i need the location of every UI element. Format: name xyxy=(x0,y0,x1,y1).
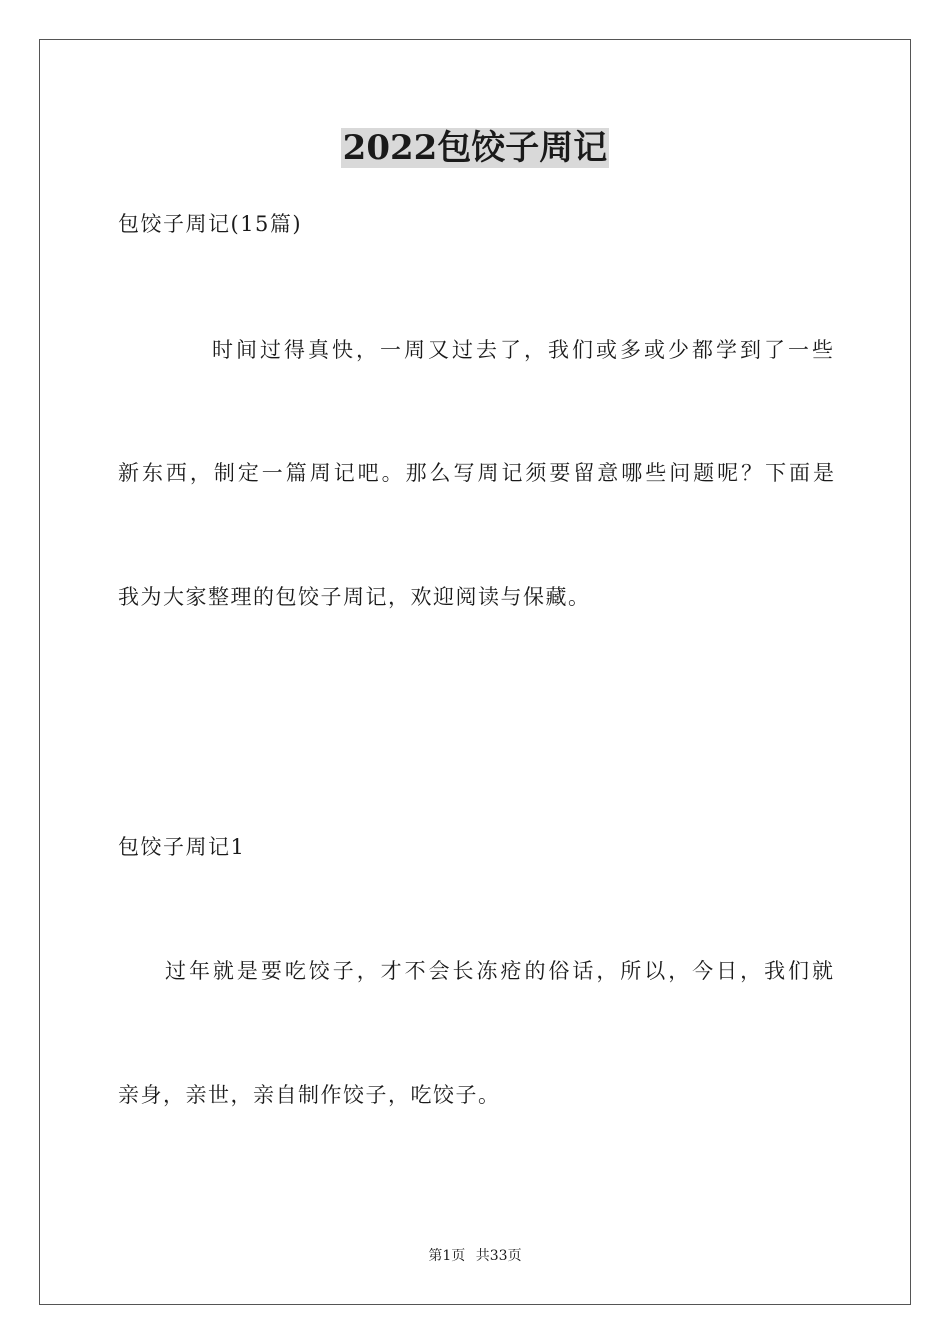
section-heading-1: 包饺子周记1 xyxy=(118,835,246,859)
page-number: 第1页 xyxy=(428,1248,466,1264)
section1-line-2: 亲身，亲世，亲自制作饺子，吃饺子。 xyxy=(118,1083,501,1107)
intro-line-1: 时间过得真快，一周又过去了，我们或多或少都学到了一些 xyxy=(212,338,833,362)
intro-line-2: 新东西，制定一篇周记吧。那么写周记须要留意哪些问题呢？下面是 xyxy=(118,461,834,485)
page-total: 共33页 xyxy=(475,1248,522,1264)
intro-line-3: 我为大家整理的包饺子周记，欢迎阅读与保藏。 xyxy=(118,585,591,609)
document-title xyxy=(0,128,950,168)
page-footer xyxy=(0,1246,950,1266)
document-subtitle: 包饺子周记(15篇) xyxy=(118,212,303,236)
section1-line-1: 过年就是要吃饺子，才不会长冻疮的俗话，所以，今日，我们就 xyxy=(165,959,833,983)
document-title-text: 2022包饺子周记 xyxy=(342,128,608,168)
